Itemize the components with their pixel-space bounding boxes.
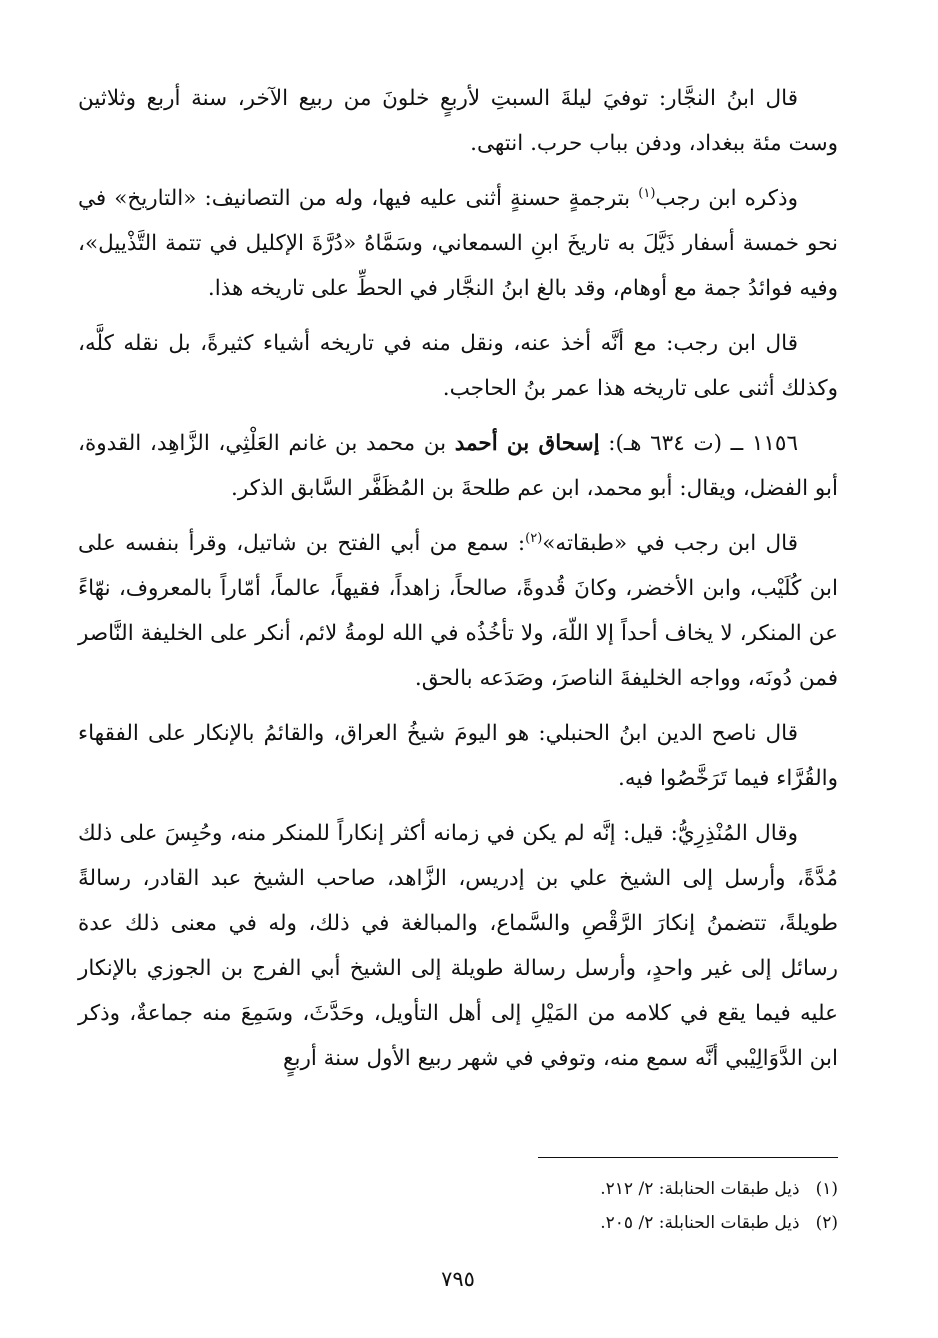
paragraph-text: وذكره ابن رجب [655, 186, 798, 211]
footnote-text: ذيل طبقات الحنابلة: ٢/ ٢١٢. [600, 1179, 800, 1199]
footnote-2 [78, 1206, 838, 1240]
paragraph-text: وقال المُنْذِرِيُّ: قيل: إنَّه لم يكن في زمانه أكثر إنكاراً للمنكر منه، وحُبِسَ على ذلك مُدَّةً، وأرسل إلى الشيخ علي بن إدريس، الزَّاهد، صاحب الشيخ عبد القادر، رسالةً طويلةً، تتضمنُ إنكارَ الرَّقْصِ والسَّماع، والمبالغة في ذلك، وله في معنى ذلك عدة رسائل إلى غير واحدٍ، وأرسل رسالة طويلة إلى الشيخ أبي الفرج بن الجوزي بالإنكار عليه فيما يقع في كلامه من المَيْلِ إلى أهل التأويل، وحَدَّثَ، وسَمِعَ منه جماعةٌ، وذكر ابن الدَّوَالِيْبي أنَّه سمع منه، وتوفي في شهر ربيع الأول سنة أربعٍ [78, 821, 838, 1071]
paragraph-text: بترجمةٍ حسنةٍ أثنى عليه فيها، وله من التصانيف: «التاريخ» في نحو خمسة أسفار ذَيَّلَ به تاريخَ ابنِ السمعاني، وسَمَّاهُ «دُرَّةَ الإكليل في تتمة التَّذْييل»، وفيه فوائدُ جمة مع أوهام، وقد بالغ ابنُ النجَّار في الحطِّ على تاريخه هذا. [78, 186, 838, 301]
paragraph-text: : سمع من أبي الفتح بن شاتيل، وقرأ بنفسه على ابن كُلَيْب، وابن الأخضر، وكانَ قُدوةً، صالحاً، زاهداً، فقيهاً، عالماً، أمّاراً بالمعروف، نهّاءً عن المنكر، لا يخاف أحداً إلا اللّهَ، ولا تأخُذُه في الله لومةُ لائم، أنكر على الخليفة النَّاصر فمن دُونَه، وواجه الخليفةَ الناصرَ، وصَدَعه بالحق. [78, 531, 838, 691]
entry-text: بن محمد بن غانم العَلْثِي، الزَّاهِد، القدوة، أبو الفضل، ويقال: أبو محمد، ابن عم طلحةَ بن المُظَفَّر السَّابق الذكر. [78, 431, 838, 501]
entry-name: إسحاق بن أحمد [454, 431, 600, 456]
paragraph-text: قال ابنُ النجَّار: توفيَ ليلةَ السبتِ لأربعٍ خلونَ من ربيع الآخر، سنة أربع وثلاثين وست مئة ببغداد، ودفن بباب حرب. انتهى. [78, 86, 838, 156]
footnote-ref-1[interactable]: (١) [638, 185, 656, 201]
footnote-1 [78, 1172, 838, 1206]
entry-heading-1156 [78, 421, 838, 511]
entry-number: ١١٥٦ ــ (ت ٦٣٤ هـ): [599, 431, 799, 456]
footnote-divider [538, 1157, 838, 1158]
paragraph-ibn-najjar-death [78, 76, 838, 166]
footnote-text: ذيل طبقات الحنابلة: ٢/ ٢٠٥. [600, 1213, 800, 1233]
footnote-number: (٢) [815, 1213, 838, 1233]
paragraph-text: قال ناصح الدين ابنُ الحنبلي: هو اليومَ شيخُ العراق، والقائمُ بالإنكار على الفقهاء والقُرَّاء فيما تَرَخَّصُوا فيه. [78, 721, 838, 791]
paragraph-text: قال ابن رجب في «طبقاته» [542, 531, 798, 556]
paragraph-nasih-al-din [78, 711, 838, 801]
paragraph-ibn-rajab-mention [78, 176, 838, 311]
footnotes [78, 1172, 838, 1240]
page [78, 70, 838, 1300]
paragraph-mundhiri [78, 811, 838, 1081]
footnote-number: (١) [815, 1179, 838, 1199]
paragraph-text: قال ابن رجب: مع أنَّه أخذ عنه، ونقل منه في تاريخه أشياء كثيرةً، بل نقله كلَّه، وكذلك أثنى على تاريخه هذا عمر بنُ الحاجب. [78, 331, 838, 401]
paragraph-tabaqat [78, 521, 838, 701]
page-number: ٧٩٥ [441, 1267, 475, 1291]
footnote-ref-2[interactable]: (٢) [525, 530, 543, 546]
paragraph-ibn-rajab-quote [78, 321, 838, 411]
